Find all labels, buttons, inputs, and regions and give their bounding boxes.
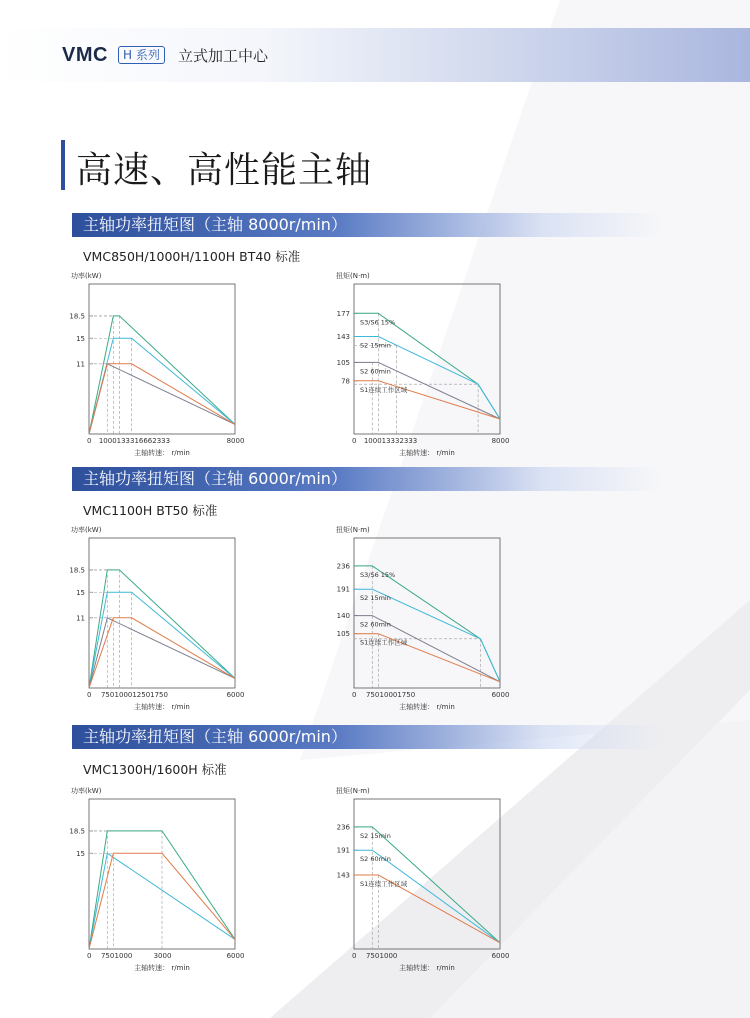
x-tick-label: 1000: [114, 952, 133, 960]
series-title: 立式加工中心: [178, 47, 269, 65]
series-label: S1连续工作区域: [360, 385, 408, 394]
page-title: 高速、高性能主轴: [76, 150, 373, 191]
y-tick-label: 15: [76, 849, 85, 858]
x-tick-label: 1333: [381, 437, 400, 445]
power-chart-6000-bt50: [60, 522, 260, 712]
series-line: [89, 316, 235, 434]
x-tick-label: 2333: [399, 437, 418, 445]
series-line: [89, 618, 235, 688]
y-tick-label: 105: [336, 630, 350, 639]
series-label: S2 60min: [360, 620, 391, 629]
series-label: S1连续工作区域: [360, 880, 408, 889]
section-heading-2: 主轴功率扭矩图（主轴 6000r/min）: [72, 467, 662, 491]
x-tick-label: 750: [100, 691, 115, 699]
y-axis-label: 功率(kW): [71, 272, 102, 280]
y-axis-label: 功率(kW): [71, 526, 102, 534]
x-tick-label: 0: [87, 952, 92, 960]
torque-chart-8000: [325, 268, 525, 458]
y-tick-label: 177: [336, 309, 350, 318]
y-tick-label: 18.5: [69, 566, 85, 575]
y-tick-label: 15: [76, 588, 85, 597]
x-axis-label: 主轴转速： r/min: [399, 703, 455, 711]
series-label: S2 60min: [360, 855, 391, 864]
x-tick-label: 8000: [226, 437, 245, 445]
power-chart-6000-1300h: [60, 783, 260, 973]
x-tick-label: 1333: [116, 437, 135, 445]
series-line: [89, 338, 235, 434]
x-tick-label: 0: [352, 952, 357, 960]
x-tick-label: 0: [87, 691, 92, 699]
x-axis-label: 主轴转速： r/min: [134, 964, 190, 972]
x-tick-label: 1000: [379, 691, 398, 699]
y-tick-label: 236: [336, 823, 350, 832]
power-chart-8000: [60, 268, 260, 458]
series-label: S1连续工作区域: [360, 638, 408, 647]
x-tick-label: 6000: [226, 952, 245, 960]
series-line: [89, 570, 235, 688]
x-tick-label: 1666: [134, 437, 153, 445]
y-tick-label: 78: [341, 377, 350, 386]
section-heading-3: 主轴功率扭矩图（主轴 6000r/min）: [72, 725, 662, 749]
series-label: S2 60min: [360, 367, 391, 376]
y-tick-label: 18.5: [69, 827, 85, 836]
y-tick-label: 143: [336, 871, 350, 880]
title-accent-bar: [61, 140, 65, 190]
x-tick-label: 1000: [379, 952, 398, 960]
x-tick-label: 2333: [152, 437, 171, 445]
y-axis-label: 扭矩(N·m): [336, 526, 370, 534]
x-tick-label: 1250: [132, 691, 151, 699]
x-tick-label: 6000: [491, 691, 510, 699]
x-tick-label: 1000: [363, 437, 382, 445]
series-label: S2 15min: [360, 831, 391, 840]
x-axis-label: 主轴转速： r/min: [399, 964, 455, 972]
y-tick-label: 140: [336, 612, 350, 621]
x-tick-label: 0: [87, 437, 92, 445]
x-tick-label: 1750: [397, 691, 416, 699]
section-heading-1: 主轴功率扭矩图（主轴 8000r/min）: [72, 213, 662, 237]
x-tick-label: 0: [352, 437, 357, 445]
y-tick-label: 143: [336, 333, 350, 341]
y-tick-label: 11: [76, 360, 85, 369]
y-tick-label: 191: [336, 846, 350, 855]
y-axis-label: 功率(kW): [71, 787, 102, 795]
y-axis-label: 扭矩(N·m): [336, 787, 370, 795]
x-tick-label: 1000: [114, 691, 133, 699]
y-tick-label: 236: [336, 562, 350, 571]
y-tick-label: 191: [336, 585, 350, 594]
series-label: S2 15min: [360, 594, 391, 603]
x-tick-label: 0: [352, 691, 357, 699]
x-tick-label: 6000: [226, 691, 245, 699]
y-tick-label: 18.5: [69, 312, 85, 321]
series-line: [354, 313, 500, 419]
series-line: [354, 850, 500, 943]
series-line: [89, 364, 235, 434]
y-axis-label: 扭矩(N·m): [336, 272, 370, 280]
brand-logo: VMC: [62, 44, 108, 66]
x-tick-label: 1000: [98, 437, 117, 445]
plot-frame: [354, 538, 500, 688]
series-line: [89, 364, 235, 434]
y-tick-label: 15: [76, 334, 85, 343]
x-tick-label: 8000: [491, 437, 510, 445]
y-tick-label: 11: [76, 614, 85, 623]
y-tick-label: 105: [336, 358, 350, 367]
x-tick-label: 750: [365, 952, 380, 960]
x-axis-label: 主轴转速： r/min: [399, 449, 455, 457]
series-line: [89, 592, 235, 688]
model-line-2: VMC1100H BT50 标准: [83, 503, 218, 518]
x-axis-label: 主轴转速： r/min: [134, 449, 190, 457]
series-label: S3/S6 15%: [360, 570, 396, 579]
x-axis-label: 主轴转速： r/min: [134, 703, 190, 711]
x-tick-label: 750: [365, 691, 380, 699]
torque-chart-6000-1300h: [325, 783, 525, 973]
model-line-3: VMC1300H/1600H 标准: [83, 762, 227, 777]
series-label: S2 15min: [360, 341, 391, 350]
header-bar: [0, 28, 750, 82]
x-tick-label: 750: [100, 952, 115, 960]
torque-chart-6000-bt50: [325, 522, 525, 712]
x-tick-label: 1750: [150, 691, 168, 699]
model-line-1: VMC850H/1000H/1100H BT40 标准: [83, 249, 301, 264]
x-tick-label: 3000: [153, 952, 172, 960]
series-line: [89, 618, 235, 688]
series-badge: H 系列: [118, 46, 165, 64]
x-tick-label: 6000: [491, 952, 510, 960]
series-label: S3/S6 15%: [360, 318, 396, 327]
